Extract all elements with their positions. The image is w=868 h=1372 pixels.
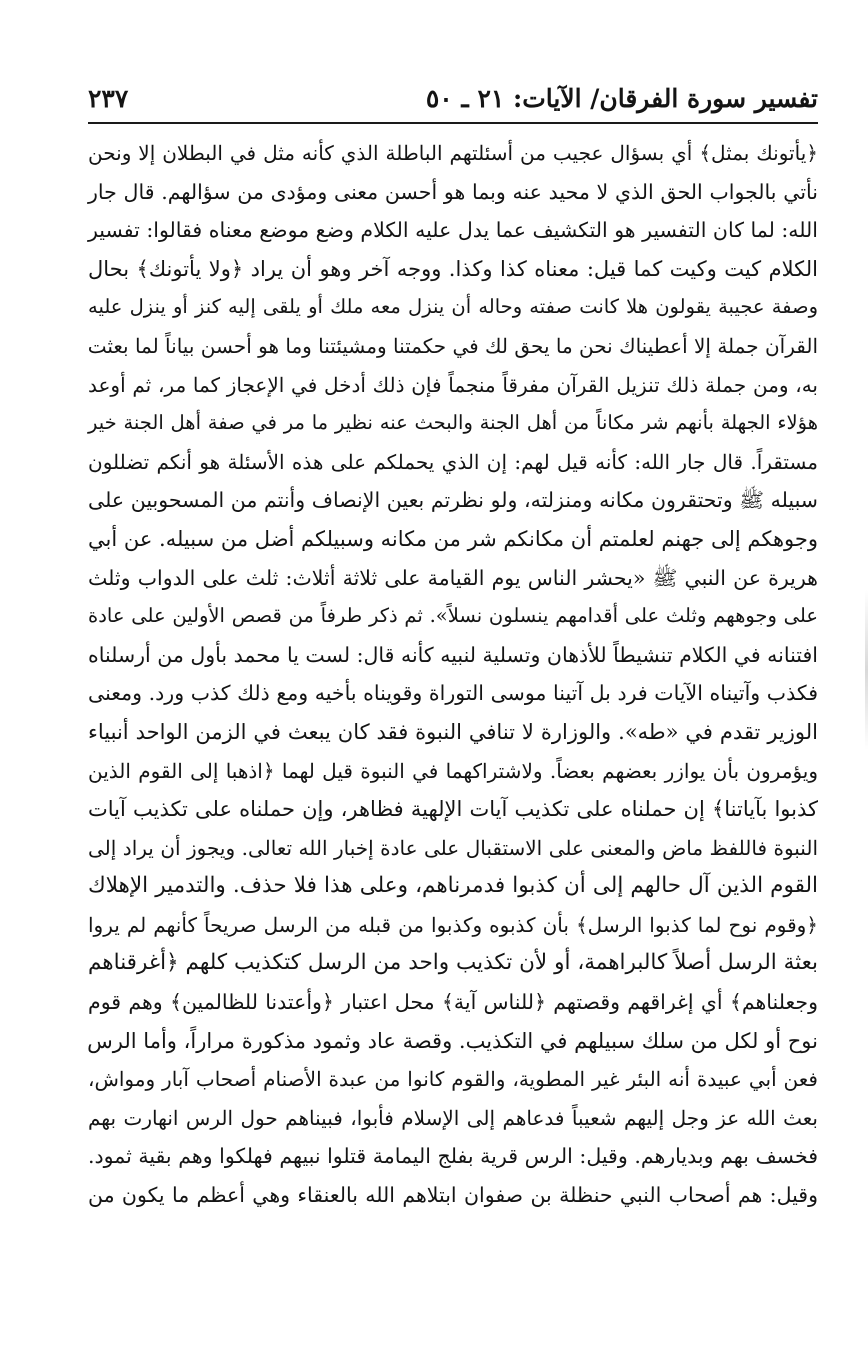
header-rule	[88, 122, 818, 124]
text-line: وجعلناهم﴾ أي إغراقهم وقصتهم ﴿للناس آية﴾ محل اعتبار ﴿وأعتدنا للظالمين﴾ وهم قوم	[88, 990, 818, 1015]
text-line: فخسف بهم وبديارهم. وقيل: الرس قرية بفلج اليمامة قتلوا نبيهم فهلكوا وهم بقية ثمود.	[88, 1144, 818, 1169]
text-line: هريرة عن النبي ﷺ «يحشر الناس يوم القيامة على ثلاثة أثلاث: ثلث على الدواب وثلث	[88, 565, 818, 590]
text-line: وقيل: هم أصحاب النبي حنظلة بن صفوان ابتلاهم الله بالعنقاء وهي أعظم ما يكون من	[88, 1183, 818, 1208]
text-line: النبوة فاللفظ ماض والمعنى على الاستقبال على عادة إخبار الله تعالى. ويجوز أن يراد إلى	[88, 835, 818, 860]
text-line: بعث الله عز وجل إليهم شعيباً فدعاهم إلى الإسلام فأبوا، فبيناهم حول الرس انهارت بهم	[88, 1105, 818, 1130]
text-line: على وجوههم وثلث على أقدامهم ينسلون نسلاً». ثم ذكر طرفاً من قصص الأولين على عادة	[88, 604, 818, 628]
text-line: نأتي بالجواب الحق الذي لا محيد عنه وبما هو أحسن معنى ومؤدى من سؤالهم. قال جار	[88, 179, 818, 204]
text-line: الوزير تقدم في «طه». والوزارة لا تنافي النبوة فقد كان يبعث في الزمن الواحد أنبياء	[88, 719, 818, 744]
text-line: سبيله ﷺ وتحتقرون مكانه ومنزلته، ولو نظرتم بعين الإنصاف وأنتم من المسحوبين على	[88, 488, 818, 513]
text-line: الكلام كيت وكيت كما قيل: معناه كذا وكذا. ووجه آخر وهو أن يراد ﴿ولا يأتونك﴾ بحال	[88, 256, 818, 281]
text-line: مستقراً. قال جار الله: كأنه قيل لهم: إن الذي يحملكم على هذه الأسئلة هو أنكم تضللون	[88, 449, 818, 474]
text-line: القرآن جملة إلا أعطيناك نحن ما يحق لك في حكمتنا ومشيئتنا وما هو أحسن بياناً لما بعثت	[87, 333, 818, 358]
text-line: ﴿وقوم نوح لما كذبوا الرسل﴾ بأن كذبوه وكذبوا من قبله من الرسل صريحاً كأنهم لم يروا	[88, 912, 818, 937]
text-line: القوم الذين آل حالهم إلى أن كذبوا فدمرناهم، وعلى هذا فلا حذف. والتدمير الإهلاك	[88, 873, 818, 899]
running-title: تفسير سورة الفرقان/ الآيات: ٢١ ـ ٥٠	[425, 84, 818, 113]
text-line: به، ومن جملة ذلك تنزيل القرآن مفرقاً منجماً فإن ذلك أدخل في الإعجاز كما مر، ثم أوعد	[88, 372, 818, 397]
text-line: فعن أبي عبيدة أنه البئر غير المطوية، والقوم كانوا من عبدة الأصنام أصحاب آبار ومواش،	[88, 1067, 818, 1092]
page-number: ٢٣٧	[88, 84, 129, 113]
body-text	[88, 134, 818, 1215]
text-line: وجوهكم إلى جهنم لعلمتم أن مكانكم شر من مكانه وسبيلكم أضل من سبيله. عن أبي	[88, 526, 818, 551]
text-line: بعثة الرسل أصلاً كالبراهمة، أو لأن تكذيب واحد من الرسل كتكذيب كلهم ﴿أغرقناهم	[88, 950, 818, 976]
text-line: نوح أو لكل من سلك سبيلهم في التكذيب. وقصة عاد وثمود مذكورة مراراً، وأما الرس	[87, 1028, 818, 1053]
text-line: افتنانه في الكلام تنشيطاً للأذهان وتسلية لنبيه كأنه قال: لست يا محمد بأول من أرسلناه	[88, 642, 818, 667]
text-line: ﴿يأتونك بمثل﴾ أي بسؤال عجيب من أسئلتهم الباطلة الذي كأنه مثل في البطلان إلا ونحن	[88, 141, 818, 165]
page-header	[88, 78, 818, 122]
text-line: فكذب وآتيناه الآيات فرد بل آتينا موسى التوراة وقويناه بأخيه ومع ذلك كذب ورد. ومعنى	[88, 681, 818, 706]
text-line: وصفة عجيبة يقولون هلا كانت صفته وحاله أن ينزل معه ملك أو يلقى إليه كنز أو ينزل عليه	[88, 295, 818, 319]
text-line: ويؤمرون بأن يوازر بعضهم بعضاً. ولاشتراكهما في النبوة قيل لهما ﴿اذهبا إلى القوم الذين	[88, 758, 818, 783]
text-line: هؤلاء الجهلة بأنهم شر مكاناً من أهل الجنة والبحث عنه نظير ما مر في صفة أهل الجنة خير	[88, 411, 818, 435]
text-line: كذبوا بآياتنا﴾ إن حملناه على تكذيب آيات الإلهية فظاهر، وإن حملناه على تكذيب آيات	[88, 797, 818, 822]
text-line: الله: لما كان التفسير هو التكشيف عما يدل عليه الكلام وضع موضع معناه فقالوا: تفسير	[87, 218, 818, 243]
